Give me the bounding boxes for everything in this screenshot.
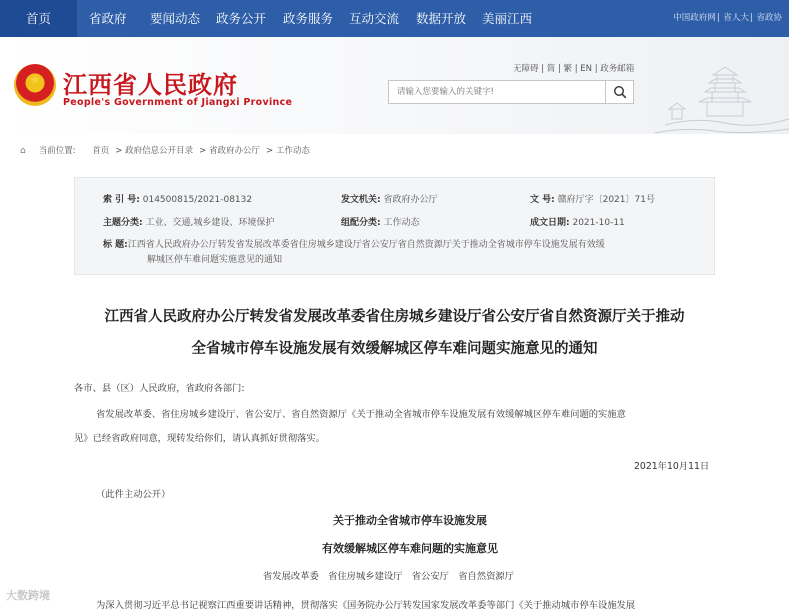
search-input[interactable] [389, 81, 605, 103]
article-title-line1: 江西省人民政府办公厅转发省发展改革委省住房城乡建设厅省公安厅省自然资源厅关于推动 [104, 309, 685, 325]
attachment-title-line2: 有效缓解城区停车难问题的实施意见 [322, 542, 498, 555]
site-header [0, 37, 789, 134]
breadcrumb-info-catalog[interactable]: 政府信息公开目录 [125, 146, 194, 156]
article-title-line2: 全省城市停车设施发展有效缓解城区停车难问题实施意见的通知 [191, 341, 598, 357]
breadcrumb-work-news[interactable]: 工作动态 [275, 146, 310, 156]
nav-gov-affairs-open[interactable]: 政务公开 [216, 11, 267, 26]
nav-beautiful-jiangxi[interactable]: 美丽江西 [482, 11, 533, 26]
breadcrumb-gov-office[interactable]: 省政府办公厅 [208, 146, 260, 156]
site-subtitle: People's Government of Jiangxi Province [63, 97, 293, 108]
salutation: 各市、县（区）人民政府，省政府各部门: [74, 383, 245, 394]
search-button[interactable] [605, 81, 633, 103]
document-title-field: 标 题:江西省人民政府办公厅转发省发展改革委省住房城乡建设厅省公安厅省自然资源厅关于推动全省城市停车设施发展有效缓 解城区停车难问题实施意见的通知 [103, 240, 605, 265]
nav-news[interactable]: 要闻动态 [150, 11, 201, 26]
accessibility-links[interactable]: 无障碍 | 简 | 繁 | EN | 政务邮箱 [513, 64, 635, 74]
issuing-organ: 发文机关: 省政府办公厅 [341, 195, 438, 205]
top-right-links: 中国政府网| 省人大| 省政协 [673, 13, 782, 23]
search-icon [613, 85, 627, 99]
breadcrumb-home[interactable]: 首页 [92, 146, 110, 156]
public-note: （此件主动公开） [96, 489, 171, 500]
index-number: 索 引 号: 014500815/2021-08132 [103, 195, 253, 205]
document-number: 文 号: 赣府厅字〔2021〕71号 [530, 195, 655, 205]
nav-gov-services[interactable]: 政务服务 [283, 11, 334, 26]
top-nav [0, 0, 789, 37]
watermark-logo: 大数跨境 [6, 589, 50, 602]
site-title[interactable]: 江西省人民政府 [63, 71, 238, 99]
breadcrumb-label: 当前位置: [38, 146, 76, 156]
attachment-departments: 省发展改革委 省住房城乡建设厅 省公安厅 省自然资源厅 [263, 571, 515, 582]
location-pin-icon: ⌂ [20, 146, 26, 156]
pavilion-illustration [655, 47, 789, 134]
assembly-category: 组配分类: 工作动态 [341, 218, 420, 228]
attachment-title-line1: 关于推动全省城市停车设施发展 [333, 514, 487, 527]
body-paragraph-line2: 见》已经省政府同意，现转发给你们，请认真抓好贯彻落实。 [74, 433, 326, 444]
link-cppcc[interactable]: 省政协 [756, 13, 782, 23]
topic-category: 主题分类: 工业、交通,城乡建设、环境保护 [103, 218, 275, 228]
body-paragraph-line1: 省发展改革委、省住房城乡建设厅、省公安厅、省自然资源厅《关于推动全省城市停车设施发展有效缓解城区停车难问题的实施意 [96, 409, 626, 420]
issue-date: 2021年10月11日 [634, 461, 710, 472]
document-info-box [74, 177, 715, 275]
national-emblem-icon: ★ [14, 64, 56, 106]
search-box [388, 80, 634, 104]
written-date: 成文日期: 2021-10-11 [530, 218, 625, 228]
link-china-gov[interactable]: 中国政府网 [673, 13, 716, 23]
breadcrumb: ⌂ 当前位置: 首页 > 政府信息公开目录 > 省政府办公厅 > 工作动态 [20, 146, 310, 156]
link-provincial-congress[interactable]: 省人大 [723, 13, 749, 23]
nav-provincial-gov[interactable]: 省政府 [89, 11, 127, 26]
nav-open-data[interactable]: 数据开放 [416, 11, 467, 26]
nav-home[interactable]: 首页 [0, 0, 77, 37]
nav-interaction[interactable]: 互动交流 [349, 11, 400, 26]
body-last-line: 为深入贯彻习近平总书记视察江西重要讲话精神，贯彻落实《国务院办公厅转发国家发展改革委等部门《关于推动城市停车设施发展 [96, 600, 636, 611]
